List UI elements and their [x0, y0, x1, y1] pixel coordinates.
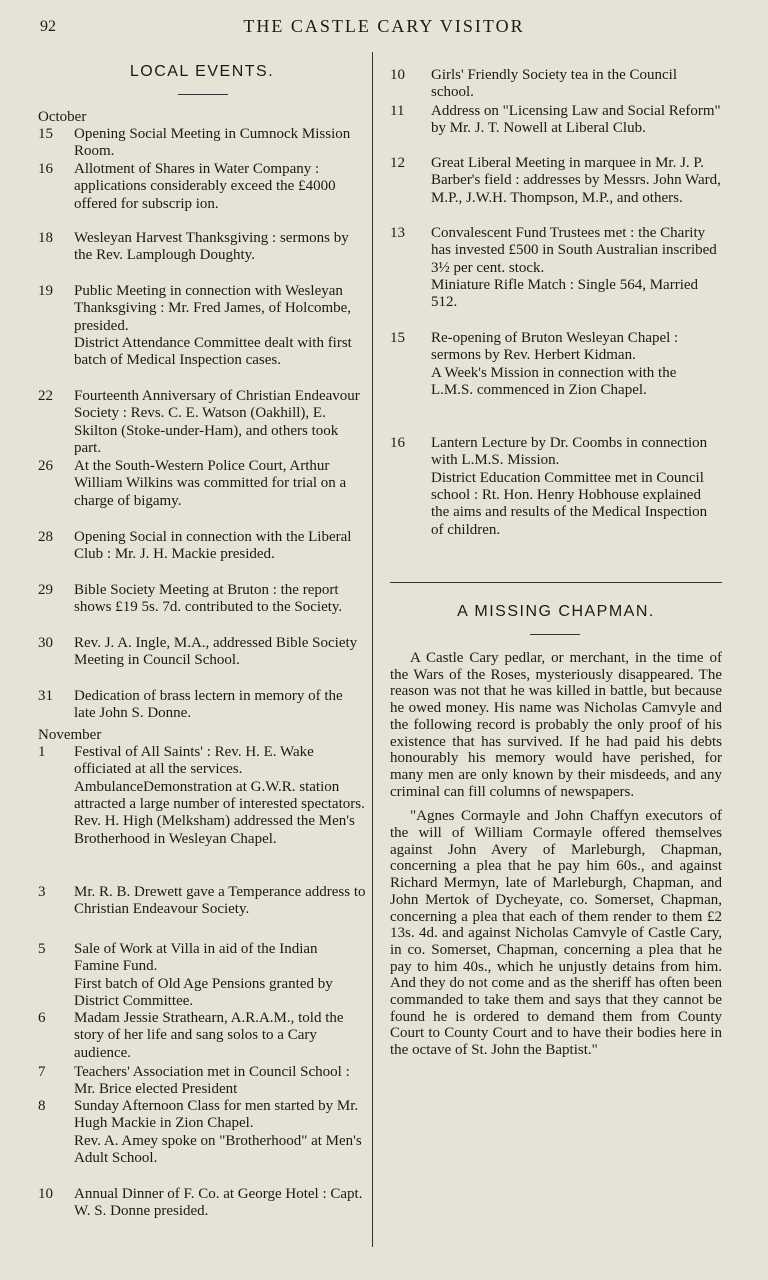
event-entry — [38, 1186, 366, 1221]
event-day: 29 — [38, 582, 53, 598]
event-text: Dedication of brass lectern in memory of the late John S. Donne. — [74, 688, 343, 722]
event-day: 22 — [38, 388, 53, 404]
event-text: Allotment of Shares in Water Company : applications considerably exceed the £4000 offered for subscrip ion. — [74, 161, 336, 212]
event-text: Address on "Licensing Law and Social Reform" by Mr. J. T. Nowell at Liberal Club. — [431, 103, 721, 137]
event-text: Great Liberal Meeting in marquee in Mr. J. P. Barber's field : addresses by Messrs. John Ward, M.P., J.W.H. Thompson, M.P., and others. — [431, 155, 721, 206]
event-text: Opening Social in connection with the Liberal Club : Mr. J. H. Mackie presided. — [74, 529, 352, 563]
event-text: Mr. R. B. Drewett gave a Temperance address to Christian Endeavour Society. — [74, 884, 366, 918]
page-number: 92 — [40, 18, 56, 35]
event-text: Bible Society Meeting at Bruton : the report shows £19 5s. 7d. contributed to the Society. — [74, 582, 343, 616]
event-day: 30 — [38, 635, 53, 651]
event-entry — [38, 744, 366, 848]
event-text: Madam Jessie Strathearn, A.R.A.M., told the story of her life and sang solos to a Cary audience. — [74, 1010, 344, 1061]
local-events-heading: LOCAL EVENTS. — [129, 63, 275, 80]
event-text: Annual Dinner of F. Co. at George Hotel : Capt. W. S. Donne presided. — [74, 1186, 363, 1220]
event-entry — [38, 1064, 366, 1099]
event-text: Public Meeting in connection with Wesleyan Thanksgiving : Mr. Fred James, of Holcombe, presided. — [74, 283, 352, 334]
event-entry — [38, 941, 366, 1010]
event-day: 28 — [38, 529, 53, 545]
missing-chapman-heading: A MISSING CHAPMAN. — [457, 603, 655, 620]
event-text: Sale of Work at Villa in aid of the Indian Famine Fund. — [74, 941, 318, 975]
event-day: 11 — [390, 103, 405, 119]
event-day: 31 — [38, 688, 53, 704]
event-day: 6 — [38, 1010, 46, 1026]
event-entry — [38, 884, 366, 919]
event-entry — [390, 67, 722, 102]
event-entry — [38, 283, 366, 370]
event-entry — [38, 688, 366, 723]
event-day: 26 — [38, 458, 53, 474]
event-day: 7 — [38, 1064, 46, 1080]
event-day: 1 — [38, 744, 46, 760]
event-text: Lantern Lecture by Dr. Coombs in connection with L.M.S. Mission. — [431, 435, 708, 469]
section-divider — [390, 582, 722, 583]
event-text: Rev. A. Amey spoke on "Brotherhood" at Men's Adult School. — [74, 1132, 362, 1167]
event-entry — [38, 161, 366, 213]
event-entry — [38, 1010, 366, 1062]
event-text: Teachers' Association met in Council School : Mr. Brice elected President — [74, 1064, 350, 1098]
article-paragraph: A Castle Cary pedlar, or merchant, in the time of the Wars of the Roses, mysteriously disappeared. The reason was not that he was killed in battle, but because he owed money. His name was Nicholas Camvyle and the following record is probably the only proof of his existence that has survived. If he had paid his debts honourably his memory would have perished, for many men are only known by their misdeeds, and any criminal can fill columns of newspapers. — [390, 650, 722, 800]
event-text: Girls' Friendly Society tea in the Council school. — [431, 67, 677, 101]
event-text: District Attendance Committee dealt with first batch of Medical Inspection cases. — [74, 335, 352, 369]
event-entry — [390, 155, 722, 207]
event-text: A Week's Mission in connection with the L.M.S. commenced in Zion Chapel. — [431, 364, 677, 399]
event-entry — [38, 230, 366, 265]
month-label-october: October — [38, 109, 87, 125]
event-entry — [390, 103, 722, 138]
event-entry — [38, 529, 366, 564]
event-day: 16 — [390, 435, 405, 451]
article-paragraph: "Agnes Cormayle and John Chaffyn executors of the will of William Cormayle offered themselves against John Avery of Marleburgh, Chapman, concerning a plea that he pay him 60s., and against Richard Mermyn, late of Marleburgh, Chapman, and John Mertok of Dycheyate, co. Somerset, Chapman, concerning a plea that each of them render to them £2 13s. 4d. and against Nicholas Camvyle of Castle Cary, in co. Somerset, Chapman, concerning a plea that he pay to him 40s., which he unjustly detains from him. And they do not come and as the sheriff has often been commanded to take them and says that they cannot be found he is ordered to demand them from County Court to County Court and to have their bodies here in the octave of St. John the Baptist." — [390, 808, 722, 1059]
event-text: Rev. H. High (Melksham) addressed the Men's Brotherhood in Wesleyan Chapel. — [74, 813, 355, 847]
event-day: 5 — [38, 941, 46, 957]
event-day: 18 — [38, 230, 53, 246]
event-text: Opening Social Meeting in Cumnock Mission Room. — [74, 126, 351, 160]
event-day: 12 — [390, 155, 405, 171]
event-entry — [38, 458, 366, 510]
event-text: First batch of Old Age Pensions granted by District Committee. — [74, 975, 333, 1010]
event-day: 19 — [38, 283, 53, 299]
event-day: 10 — [38, 1186, 53, 1202]
article-body — [390, 650, 722, 1067]
event-day: 15 — [38, 126, 53, 142]
event-entry — [38, 582, 366, 617]
event-text: Re-opening of Bruton Wesleyan Chapel : sermons by Rev. Herbert Kidman. — [431, 330, 679, 364]
event-day: 3 — [38, 884, 46, 900]
event-entry — [38, 635, 366, 670]
event-entry — [38, 1098, 366, 1167]
event-text: At the South-Western Police Court, Arthur William Wilkins was committed for trial on a charge of bigamy. — [74, 458, 347, 509]
heading-rule — [530, 634, 580, 635]
heading-rule — [178, 94, 228, 95]
event-entry — [390, 330, 722, 399]
event-entry — [390, 225, 722, 312]
event-day: 8 — [38, 1098, 46, 1114]
column-divider — [372, 52, 373, 1247]
event-text: Festival of All Saints' : Rev. H. E. Wake officiated at all the services. — [74, 744, 314, 778]
event-text: Fourteenth Anniversary of Christian Endeavour Society : Revs. C. E. Watson (Oakhill), E. Skilton (Stoke-under-Ham), and others took part. — [74, 388, 360, 457]
month-label-november: November — [38, 727, 102, 743]
event-entry — [38, 388, 366, 457]
event-entry — [390, 435, 722, 539]
event-text: Rev. J. A. Ingle, M.A., addressed Bible Society Meeting in Council School. — [74, 635, 358, 669]
event-text: AmbulanceDemonstration at G.W.R. station attracted a large number of interested spectators. — [74, 778, 365, 813]
event-day: 13 — [390, 225, 405, 241]
event-day: 16 — [38, 161, 53, 177]
event-day: 15 — [390, 330, 405, 346]
event-text: Miniature Rifle Match : Single 564, Married 512. — [431, 277, 699, 311]
running-header — [0, 14, 768, 44]
event-text: Convalescent Fund Trustees met : the Charity has invested £500 in South Australian inscribed 3½ per cent. stock. — [431, 225, 717, 276]
event-text: Sunday Afternoon Class for men started by Mr. Hugh Mackie in Zion Chapel. — [74, 1098, 359, 1132]
publication-title: THE CASTLE CARY VISITOR — [243, 16, 525, 36]
event-day: 10 — [390, 67, 405, 83]
event-text: District Education Committee met in Council school : Rt. Hon. Henry Hobhouse explained the aims and results of the Medical Inspection of children. — [431, 469, 708, 538]
event-entry — [38, 126, 366, 161]
event-text: Wesleyan Harvest Thanksgiving : sermons by the Rev. Lamplough Doughty. — [74, 230, 349, 264]
